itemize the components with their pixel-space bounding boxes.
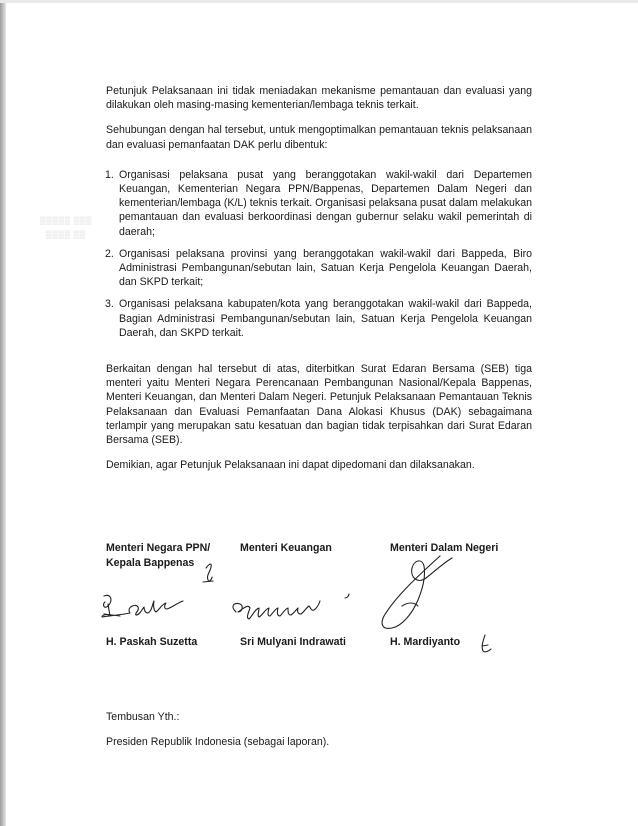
list-text: Organisasi pelaksana kabupaten/kota yang beranggotakan wakil-wakil dari Bappeda, Bagian Administrasi Pembangunan/sebutan lain, Satuan Kerja Pengelola Keuangan Daerah, dan SKPD terkait.	[119, 298, 532, 339]
signature-sri-mulyani	[233, 594, 349, 619]
list-number: 3.	[105, 298, 114, 311]
carbon-copy-section	[106, 710, 329, 759]
signatory-name-mulyani: Sri Mulyani Indrawati	[240, 636, 346, 648]
paragraph-closing: Demikian, agar Petunjuk Pelaksanaan ini dapat dipedomani dan dilaksanakan.	[106, 459, 475, 472]
paragraph-purpose: Sehubungan dengan hal tersebut, untuk mengoptimalkan pemantauan teknis pelaksanaan dan evaluasi pemanfaatan DAK perlu dibentuk:	[106, 124, 532, 151]
signatory-name-paskah: H. Paskah Suzetta	[106, 636, 198, 648]
paragraph-intro: Petunjuk Pelaksanaan ini tidak meniadakan mekanisme pemantauan dan evaluasi yang dilakukan oleh masing-masing kementerian/lembaga teknis terkait.	[106, 85, 532, 112]
carbon-copy-label: Tembusan Yth.:	[106, 711, 180, 723]
bleed-through-mark: ▒▒▒▒ ▒▒	[46, 230, 86, 239]
list-text: Organisasi pelaksana provinsi yang beranggotakan wakil-wakil dari Bappeda, Biro Administrasi Pembangunan/sebutan lain, Satuan Kerja Pengelola Keuangan Daerah, dan SKPD terkait;	[119, 247, 532, 289]
list-text: Organisasi pelaksana pusat yang beranggotakan wakil-wakil dari Departemen Keuangan, Kementerian Negara PPN/Bappenas, Departemen Dalam Negeri dan kementerian/lembaga (K/L) teknis terkait. Organisasi pelaksana pusat dalam melakukan pemantauan dan evaluasi berkoordinasi dengan gubernur selaku wakil pemerintah di daerah;	[119, 168, 532, 238]
paragraph-seb: Berkaitan dengan hal tersebut di atas, diterbitkan Surat Edaran Bersama (SEB) tiga menteri yaitu Menteri Negara Perencanaan Pembangunan Nasional/Kepala Bappenas, Menteri Keuangan, dan Menteri Dalam Negeri. Petunjuk Pelaksanaan Pemantauan Teknis Pelaksanaan dan Evaluasi Pemanfaatan Dana Alokasi Khusus (DAK) sebagaimana terlampir yang merupakan satu kesatuan dan bagian tidak terpisahkan dari Surat Edaran Bersama (SEB).	[106, 363, 532, 447]
bleed-through-mark: ▒▒▒▒▒ ▒▒▒	[40, 216, 93, 225]
signatory-name-mardiyanto: H. Mardiyanto	[390, 636, 461, 648]
signatory-title-dalam-negeri: Menteri Dalam Negeri	[390, 542, 499, 554]
list-number: 1.	[105, 168, 114, 181]
initial-mark	[203, 564, 213, 582]
signatory-title-keuangan: Menteri Keuangan	[240, 542, 332, 554]
list-number: 2.	[105, 247, 114, 260]
title-line-2: Kepala Bappenas	[106, 556, 195, 569]
carbon-copy-recipient: Presiden Republik Indonesia (sebagai laporan).	[106, 735, 330, 748]
signature-paskah-suzetta	[102, 595, 183, 617]
signature-mardiyanto	[382, 556, 452, 628]
title-line-1: Menteri Negara PPN/	[106, 542, 211, 554]
